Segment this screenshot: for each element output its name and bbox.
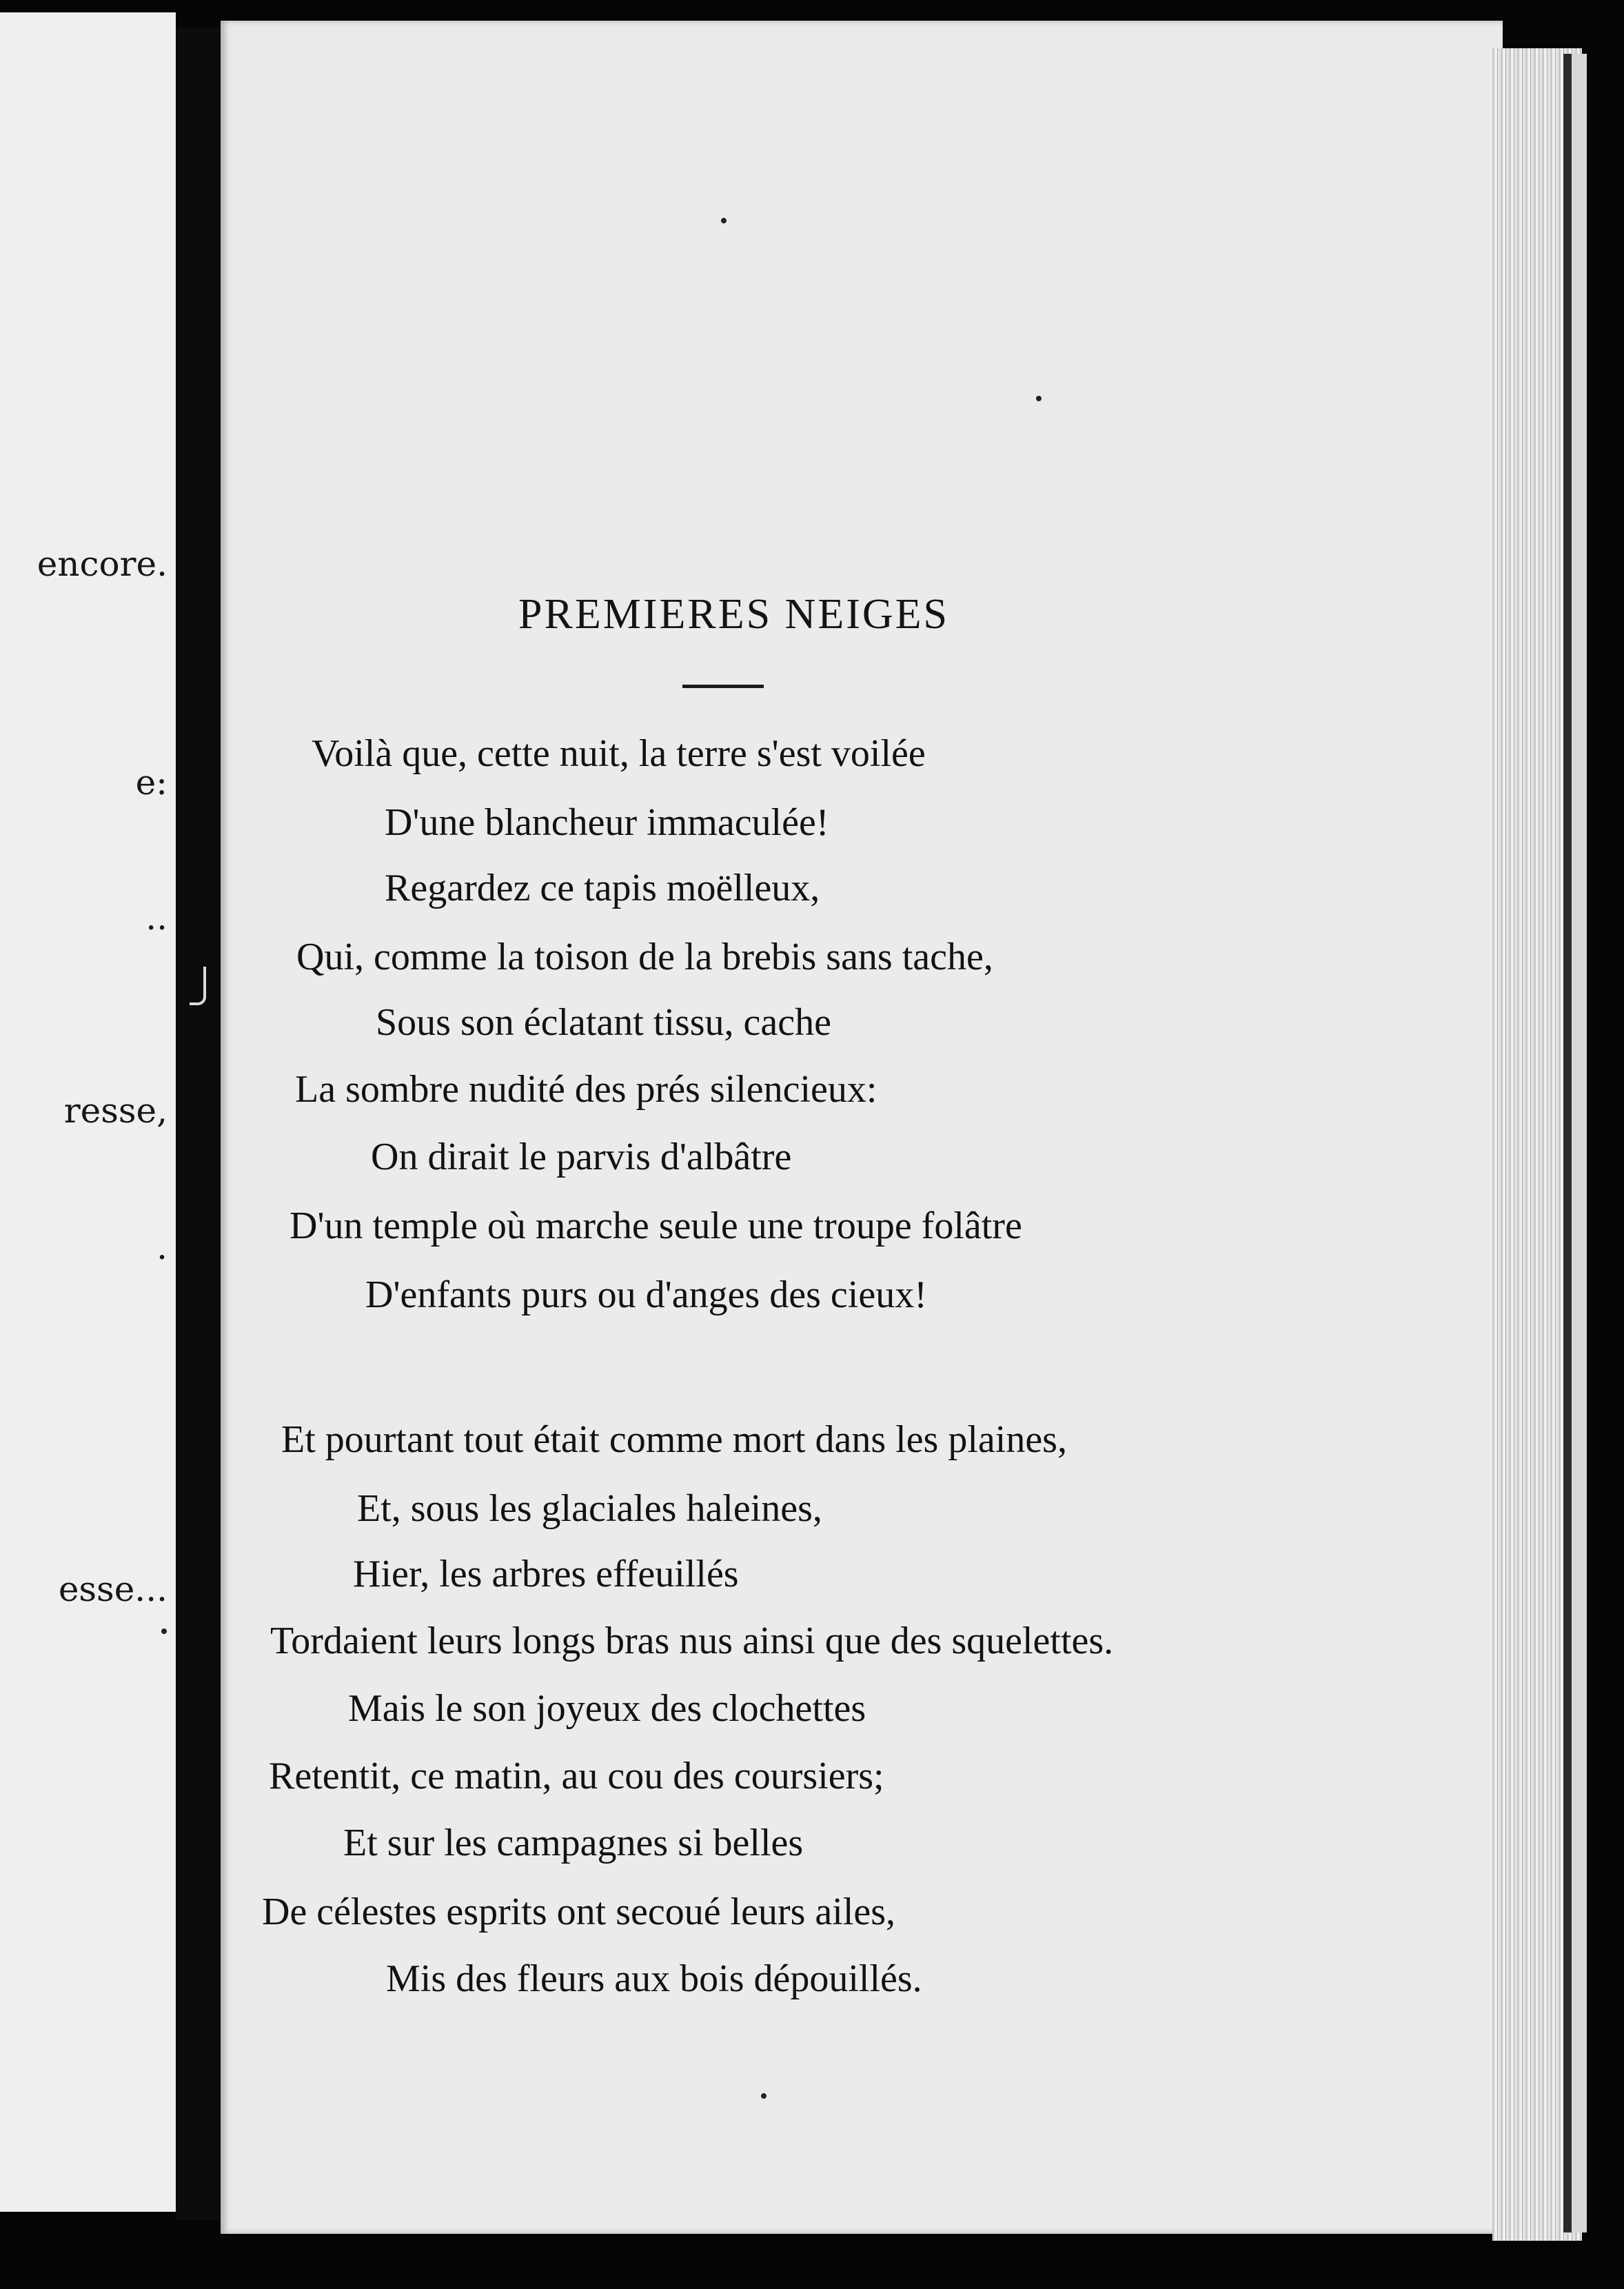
- verse-line: On dirait le parvis d'albâtre: [371, 1136, 792, 1178]
- verse-line: Et, sous les glaciales haleines,: [357, 1487, 822, 1530]
- verse-line: La sombre nudité des prés silencieux:: [295, 1068, 877, 1111]
- ink-speck: [161, 1628, 167, 1634]
- ink-speck: [721, 218, 727, 223]
- ink-speck: [761, 2093, 767, 2099]
- verse-line: Regardez ce tapis moëlleux,: [385, 867, 820, 909]
- verse-line: Sous son éclatant tissu, cache: [376, 1001, 831, 1044]
- book-gutter: [176, 28, 221, 2220]
- verse-line: Et pourtant tout était comme mort dans les plaines,: [281, 1418, 1067, 1461]
- verse-line: Voilà que, cette nuit, la terre s'est voilée: [312, 732, 926, 775]
- verse-line: Qui, comme la toison de la brebis sans tache,: [296, 936, 993, 978]
- verse-line: Hier, les arbres effeuillés: [353, 1553, 739, 1595]
- verse-line: Tordaient leurs longs bras nus ainsi que des squelettes.: [270, 1620, 1114, 1662]
- verse-line: Et sur les campagnes si belles: [343, 1822, 804, 1864]
- verse-line: D'un temple où marche seule une troupe folâtre: [290, 1204, 1022, 1247]
- verse-line: Mais le son joyeux des clochettes: [348, 1687, 866, 1730]
- ink-speck: [1036, 396, 1042, 401]
- title-rule: [682, 685, 764, 688]
- previous-page: [0, 12, 176, 2212]
- previous-page-line-fragment: .: [156, 1227, 168, 1267]
- gutter-mark: [190, 967, 206, 1005]
- previous-page-line-fragment: encore.: [37, 544, 168, 584]
- previous-page-line-fragment: e:: [135, 763, 168, 803]
- verse-line: De célestes esprits ont secoué leurs ailes,: [262, 1890, 896, 1933]
- page-edge-strip: [1572, 54, 1587, 2232]
- previous-page-line-fragment: ..: [145, 898, 168, 938]
- previous-page-line-fragment: resse,: [63, 1091, 168, 1131]
- poem-title: PREMIERES NEIGES: [518, 591, 949, 638]
- verse-line: D'enfants purs ou d'anges des cieux!: [365, 1273, 927, 1316]
- verse-line: Mis des fleurs aux bois dépouillés.: [386, 1957, 922, 2000]
- verse-line: D'une blancheur immaculée!: [385, 801, 829, 844]
- verse-line: Retentit, ce matin, au cou des coursiers;: [269, 1755, 884, 1797]
- page-edge-shadow: [1563, 54, 1572, 2232]
- previous-page-line-fragment: esse...: [58, 1569, 168, 1609]
